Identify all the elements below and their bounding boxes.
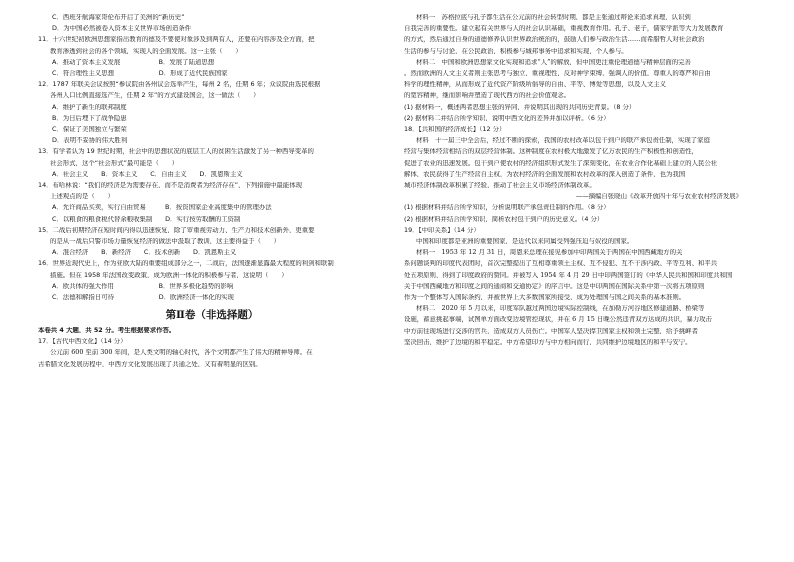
text-line: 中国和印度都是亚洲的重要国家，是近代以来同属受列强压迫与奴役的国家。 xyxy=(416,238,634,245)
text-line: 14．布哈林说：“我们的经济是为需要存在，而不是消费者为经济存在”，下列措施中最能体现 xyxy=(38,182,302,189)
text-line: 科学的理性精神，从而形成了近代资产阶级所倡导的自由、平等、博爱等思想，以及人文主义 xyxy=(404,81,667,88)
text-line: 材料二 2020 年 5 月以来，印度军队越过两国边境实际控制线，在加勒万河谷地区修建道路、桥梁等 xyxy=(416,305,705,312)
question-17-heading: 17．【古代中西文化】（14 分） xyxy=(38,338,127,345)
text-line: C．法德和解指日可待 D．欧洲经济一体化的实现 xyxy=(52,294,234,301)
right-question-list xyxy=(404,14,752,350)
text-line: A．维护了新生的联邦制度 xyxy=(52,103,127,111)
text-line: C．西班牙航海家哥伦布开启了美洲的“新历史” xyxy=(52,14,185,21)
section-note: 本卷共 4 大题，共 52 分。考生根据要求作答。 xyxy=(38,326,176,334)
text-line: 系问题谈判的印度代表团时，首次完整提出了互相尊重领土主权、互不侵犯、互不干涉内政、平等互利、和平共 xyxy=(404,260,718,267)
text-line: 19．【中印关系】（14 分） xyxy=(404,226,480,234)
text-line: C．以粮食的粮食税代替余粮收集制 D．实行按劳取酬的工资制 xyxy=(52,215,241,223)
text-line: B．为日后埋下了战争隐患 xyxy=(52,114,127,122)
text-line: C．保证了美国独立与繁荣 xyxy=(52,126,127,133)
text-line: 坚决回击，维护了边境的和平稳定。中方希望印方与中方相向而行，共同维护边境地区的和平与安宁。 xyxy=(404,338,692,346)
text-line: A．社会主义 B．资本主义 C．自由主义 D．凯恩斯主义 xyxy=(52,170,243,178)
text-line: 解体，农民获得了生产经营自主权，为农村经济的全面发展和农村改革的深入创造了条件，也为我国 xyxy=(404,170,686,178)
text-line: (2) 根据材料并结合所学知识，简析农村包干到户的历史意义。（4 分） xyxy=(404,215,604,223)
text-line: 措施。但在 1958 年法国改变政策，成为欧洲一体化的积极参与者，这说明（ ） xyxy=(50,271,288,279)
question-17-text-cont: 古希腊文化发展历程中，中西方文化发展出现了共通之处，又有着明显的区别。 xyxy=(38,360,262,367)
text-line: 的方式，然后通过自身的道德修养认识世界政治统治的，鼓励人们参与政治生活……而希腊哲人对社会政治 xyxy=(404,36,705,43)
text-line: 15．二战后初期经济在短时间内得以迅速恢复，除了审重视劳动力、生产力和技术创新外，更重要 xyxy=(38,226,315,234)
text-line: (2) 据材料二并结合所学知识，说明中西文化的差异并加以评析。（6 分） xyxy=(404,114,610,122)
text-line: 设施，蓄意挑起事端，试图单方面改变边境管控现状，并在 6 月 15 日晚公然违背双方达成的共识，暴力攻击 xyxy=(404,316,712,323)
text-line: D．为中国必然被卷入资本主义世界市场创造条件 xyxy=(52,25,192,32)
text-line: 11．十六世纪初欧洲思想家指出教育的德及不要使对象涉及到两有人，还要在内容涉及全方面，把 xyxy=(38,36,315,43)
text-line: 的是从一战后只警市场力量恢复经济的做法中汲取了教训，这主要得益于（ ） xyxy=(50,238,281,245)
text-line: 社会形式，这个“社会形式”最可能是（ ） xyxy=(50,159,179,167)
text-line: 材料一 苏格拉底与孔子都生活在公元前的社会转型时期，都是主张通过辩论来追求真理，认识到 xyxy=(416,14,691,21)
text-line: A．推动了资本主义发展 B．发展了陆道思想 xyxy=(52,58,215,66)
text-line: 中方前往现场进行交涉的官兵，造成双方人员伤亡。中国军人坚决捍卫国家主权和领土完整，给予挑衅者 xyxy=(404,327,698,335)
text-line: 促进了农业的迅速发展。包干到户使农村的经济组织形式发生了深刻变化，在农业合作化基础上建立的人民公社 xyxy=(404,159,718,167)
text-line: ——摘编自张晓山《改革开放四十年与农业农村经济发展》 xyxy=(575,193,742,200)
text-line: 的宽容精神，继而影响并塑造了现代西方的社会价值观念。 xyxy=(404,92,571,99)
text-line: 16．世界近现代史上，作为亚欧大陆的重要组成部分之一，二战后，法国逐渐显露最大程度的利剑和联制 xyxy=(38,260,334,267)
text-line: 城市经济体制改革积累了经验，推动了社会主义市场经济体制改革。 xyxy=(404,182,596,189)
text-line: 自我完善的重要性。建立起有关世界与人的社会认识基础，重视教育作用。孔子、老子，儒家学派等大力发展教育 xyxy=(404,25,724,32)
text-line: 作为一个整体写入国际条约，并被世界上大多数国家所接受，成为处理国与国之间关系的基本准则。 xyxy=(404,294,686,301)
left-column xyxy=(38,14,386,372)
text-line: 12．1787 年联关会议按照“参议院由各州议会选举产生，每州 2 名，任期 6 年；众议院由选民根据 xyxy=(38,81,321,88)
section-title: 第Ⅱ卷（非选择题） xyxy=(165,309,259,322)
text-line: 18．【共和国的经济成长】（12 分） xyxy=(404,126,506,133)
text-line: C．符合理性主义思想 D．形成了近代民族国家 xyxy=(52,70,228,77)
text-line: 材料二 中国和欧洲思想家文化实现和追求“人”的解放，但中国更注重伦理道德与精神层面的完善 xyxy=(416,58,691,66)
text-line: A．允许商品买卖，实行自由贸易 B．按资国家企业高度集中的管理办法 xyxy=(52,204,272,211)
text-line: 经营与集体经营相结合的双层经营体制。这种制度在农村极大地激发了亿万农民的生产积极性和创造性， xyxy=(404,148,698,155)
text-line: 上述观点的是（ ） xyxy=(50,193,114,200)
text-line: 教育渗透到社会的各个领域，实现人的全面发展。这一主张（ ） xyxy=(50,47,242,55)
text-line: 材料 十一届三中全会后，经过不断的探索，我国的农村改革以包干到户的联产承包责任制，实现了家庭 xyxy=(416,137,710,144)
text-line: 13．有学者认为 19 世纪时期，社会中的思想状况的底层工人的贫困生活激发了另一种西导变革的 xyxy=(38,148,314,155)
text-line: 处五项原则，得到了印度政府的赞同。并被写入 1954 年 4 月 29 日中印两国签订的《中华人民共和国和印度共和国 xyxy=(404,271,733,279)
text-line: 关于中国西藏地方和印度之间的通商和交通协定》的序言中。这是中印两国在国际关系中第一次将五项原则 xyxy=(404,282,705,290)
text-line: D．表明不妥协的伟大胜利 xyxy=(52,137,128,144)
question-17-text: 公元前 600 至前 300 年间，是人类文明的轴心时代，各个文明都产生了伟大的精神导师。在 xyxy=(50,349,313,356)
text-line: A．欧共体的强大作用 B．世界多极化趋势的影响 xyxy=(52,282,234,290)
text-line: 生活的参与与讨论，在公民政治，积极参与城邦事务中追求和实现，个人参与。 xyxy=(404,47,628,55)
text-line: 。然而欧洲的人文主义者则主张思考与独立，重视理性，反对神学束缚，强调人的价值，尊重人的尊严和自由 xyxy=(404,70,711,77)
text-line: 材料一 1953 年 12 月 31 日，周恩来总理在接见参加中印两国关于两国在中国西藏地方的关 xyxy=(416,249,683,256)
text-line: A．混合经济 B．新经济 C．技术创新 D．凯恩斯主义 xyxy=(52,249,237,256)
text-line: (1) 据材料一，概述两者思想主张的异同，并说明其出现的共同历史背景。（8 分） xyxy=(404,103,636,111)
left-question-list xyxy=(38,14,386,300)
text-line: (1) 根据材料并结合所学知识，分析说明联产承包责任制的作用。（8 分） xyxy=(404,204,610,211)
text-line: 各州人口比例直接选产生，任期 2 年”的方式建设国会，这一做法（ ） xyxy=(50,92,260,99)
right-column xyxy=(404,14,752,355)
